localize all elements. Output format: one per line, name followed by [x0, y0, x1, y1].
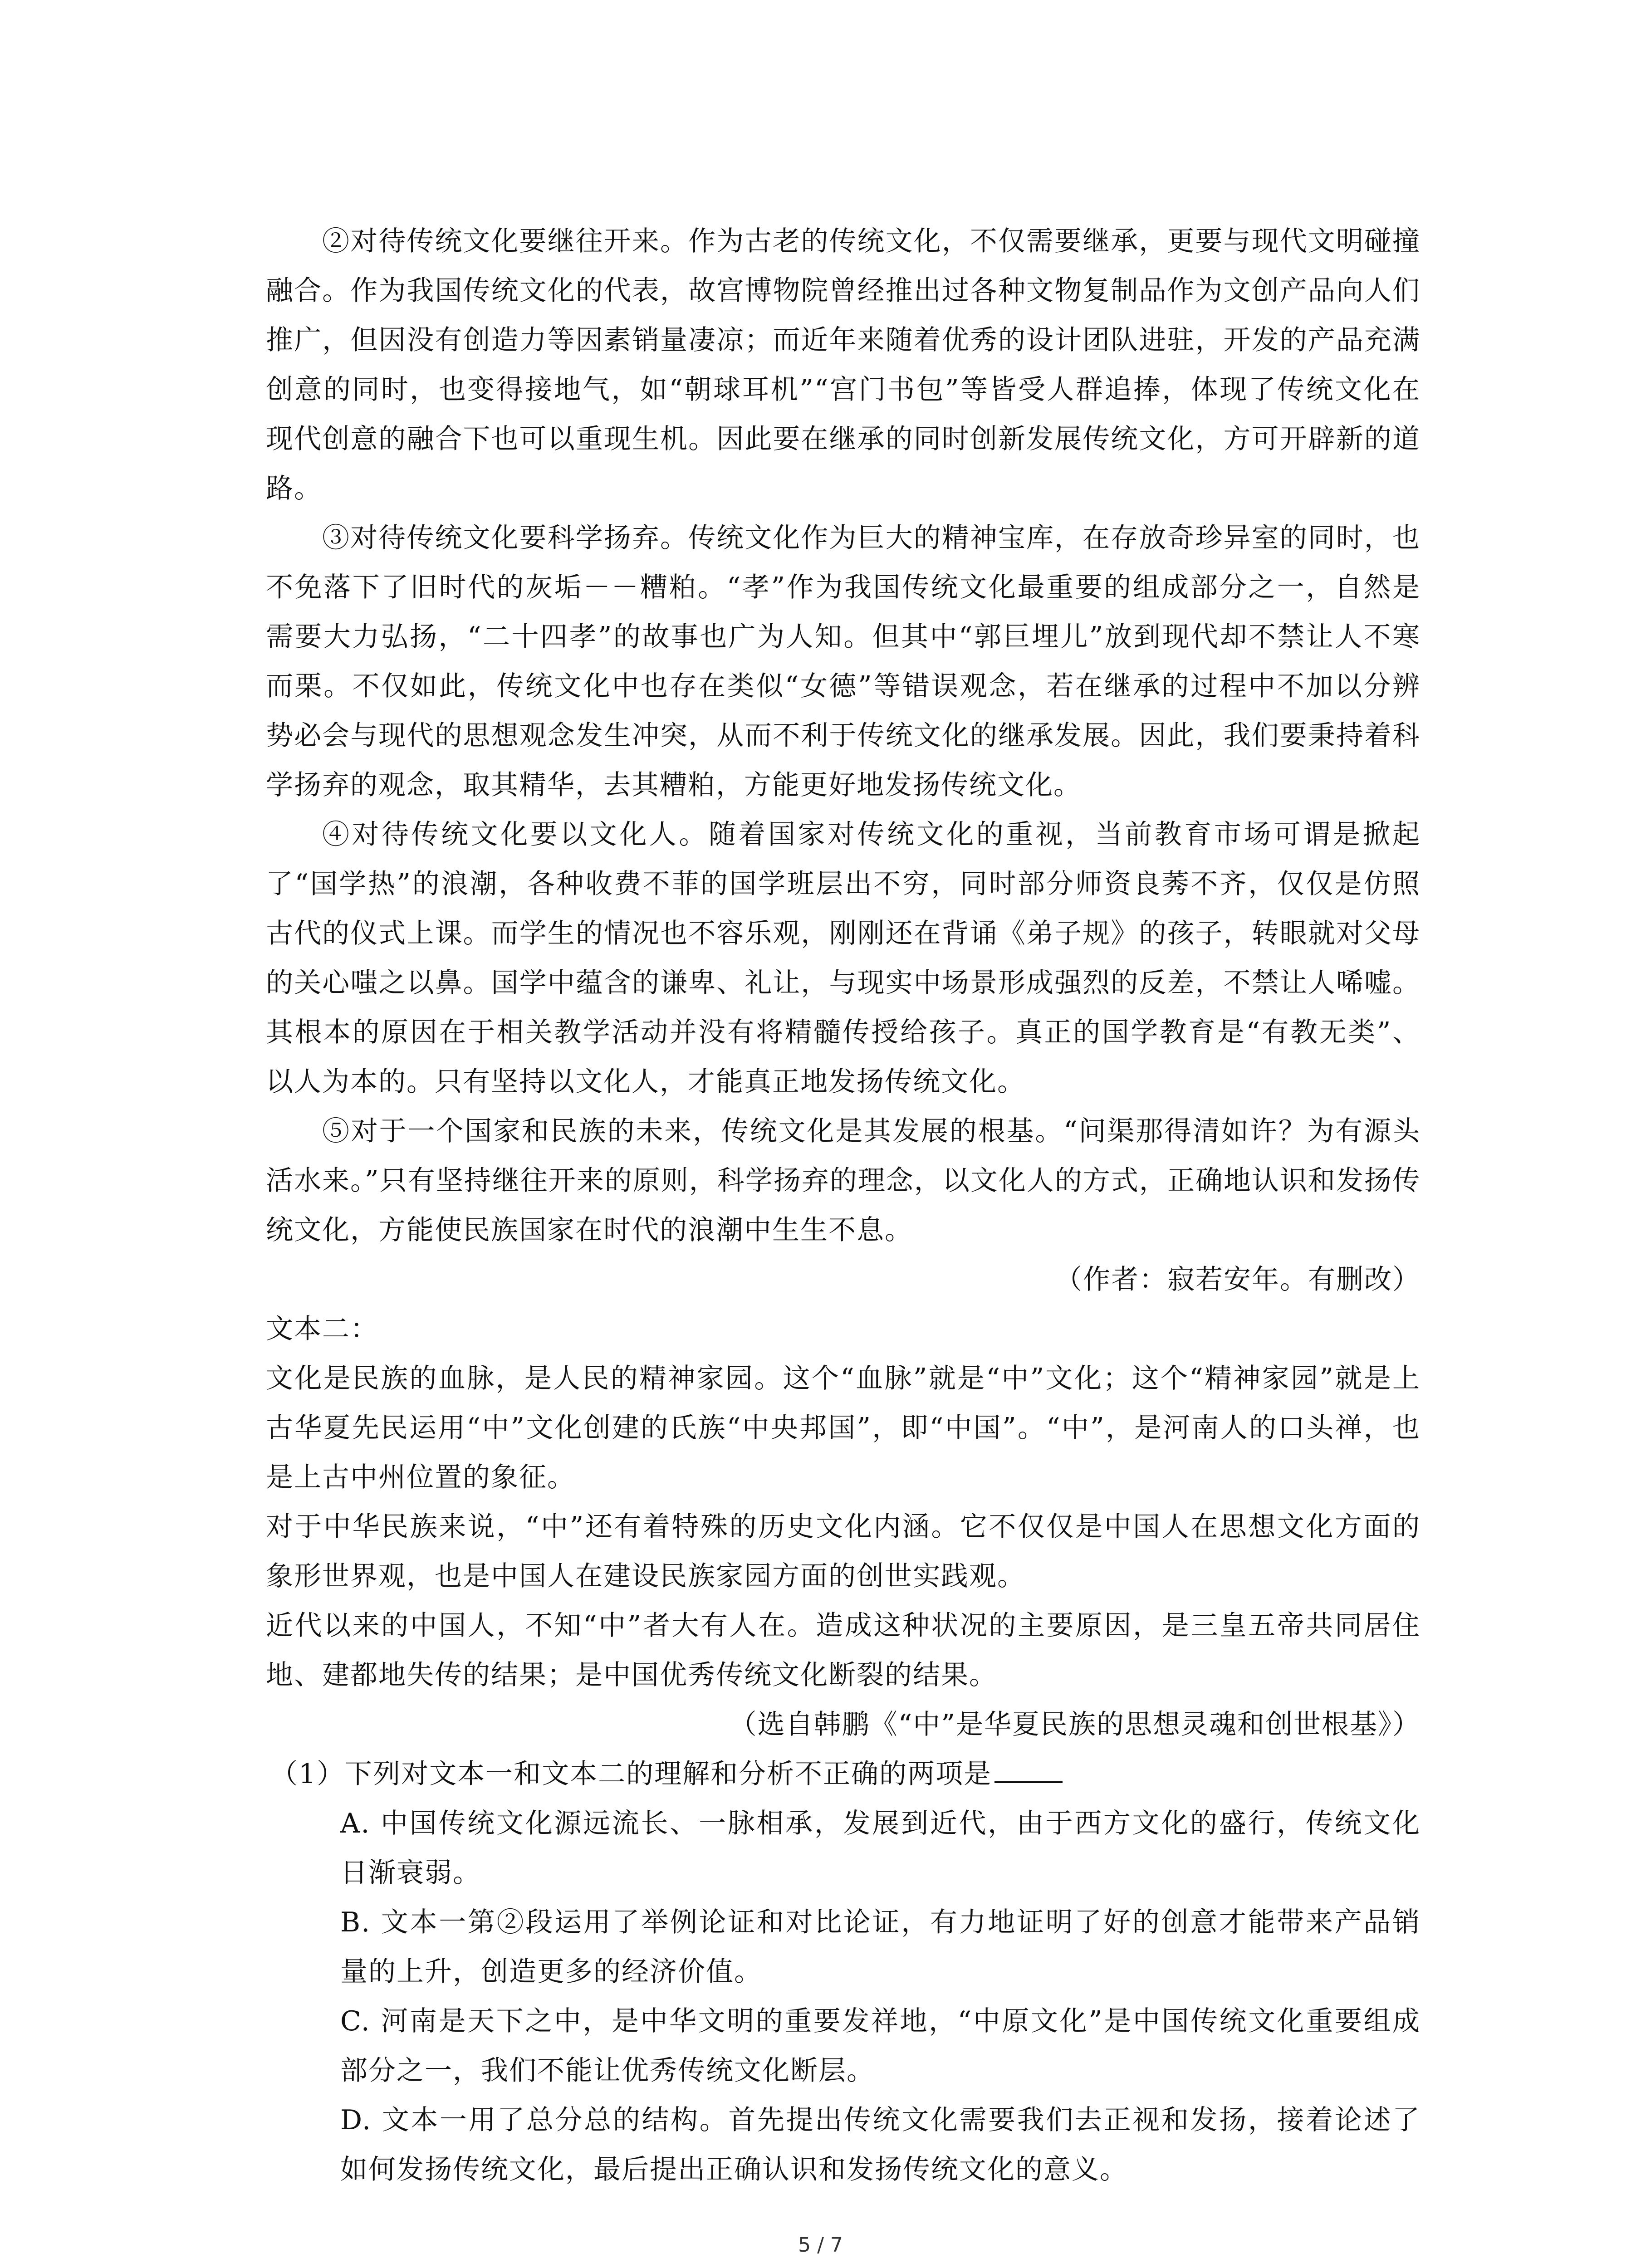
page-number: 5 / 7	[798, 2234, 843, 2257]
question-stem: （1）下列对文本一和文本二的理解和分析不正确的两项是	[270, 1758, 992, 1790]
text-two-heading: 文本二：	[266, 1313, 378, 1345]
question-1	[266, 1750, 1421, 2195]
text-one-source: （作者：寂若安年。有删改）	[1055, 1264, 1421, 1295]
text-two-source: （选自韩鹏《“中”是华夏民族的思想灵魂和创世根基》）	[729, 1709, 1421, 1740]
option-b: B. 文本一第②段运用了举例论证和对比论证，有力地证明了好的创意才能带来产品销量的上升，创造更多的经济价值。	[340, 1906, 1421, 1988]
text-one-paragraph-4: ④对待传统文化要以文化人。随着国家对传统文化的重视，当前教育市场可谓是掀起了“国学热”的浪潮，各种收费不菲的国学班层出不穷，同时部分师资良莠不齐，仅仅是仿照古代的仪式上课。而学生的情况也不容乐观，刚刚还在背诵《弟子规》的孩子，转眼就对父母的关心嗤之以鼻。国学中蕴含的谦卑、礼让，与现实中场景形成强烈的反差，不禁让人唏嘘。其根本的原因在于相关教学活动并没有将精髓传授给孩子。真正的国学教育是“有教无类”、以人为本的。只有坚持以文化人，才能真正地发扬传统文化。	[266, 819, 1421, 1098]
text-one-paragraph-3: ③对待传统文化要科学扬弃。传统文化作为巨大的精神宝库，在存放奇珍异室的同时，也不免落下了旧时代的灰垢－－糟粕。“孝”作为我国传统文化最重要的组成部分之一，自然是需要大力弘扬，“二十四孝”的故事也广为人知。但其中“郭巨埋儿”放到现代却不禁让人不寒而栗。不仅如此，传统文化中也存在类似“女德”等错误观念，若在继承的过程中不加以分辨势必会与现代的思想观念发生冲突，从而不利于传统文化的继承发展。因此，我们要秉持着科学扬弃的观念，取其精华，去其糟粕，方能更好地发扬传统文化。	[266, 522, 1421, 801]
option-c: C. 河南是天下之中，是中华文明的重要发祥地，“中原文化”是中国传统文化重要组成部分之一，我们不能让优秀传统文化断层。	[340, 2005, 1421, 2087]
text-one-paragraph-5: ⑤对于一个国家和民族的未来，传统文化是其发展的根基。“问渠那得清如许？为有源头活水来。”只有坚持继往开来的原则，科学扬弃的理念，以文化人的方式，正确地认识和发扬传统文化，方能使民族国家在时代的浪潮中生生不息。	[266, 1115, 1421, 1246]
text-two-paragraph-1: 文化是民族的血脉，是人民的精神家园。这个“血脉”就是“中”文化；这个“精神家园”就是上古华夏先民运用“中”文化创建的氏族“中央邦国”，即“中国”。“中”，是河南人的口头禅，也是上古中州位置的象征。	[266, 1363, 1421, 1493]
option-a: A. 中国传统文化源远流长、一脉相承，发展到近代，由于西方文化的盛行，传统文化日渐衰弱。	[340, 1808, 1421, 1889]
text-two-paragraph-2: 对于中华民族来说，“中”还有着特殊的历史文化内涵。它不仅仅是中国人在思想文化方面的象形世界观，也是中国人在建设民族家园方面的创世实践观。	[266, 1511, 1421, 1592]
text-one-paragraph-2: ②对待传统文化要继往开来。作为古老的传统文化，不仅需要继承，更要与现代文明碰撞融合。作为我国传统文化的代表，故宫博物院曾经推出过各种文物复制品作为文创产品向人们推广，但因没有创造力等因素销量凄凉；而近年来随着优秀的设计团队进驻，开发的产品充满创意的同时，也变得接地气，如“朝球耳机”“宫门书包”等皆受人群追捧，体现了传统文化在现代创意的融合下也可以重现生机。因此要在继承的同时创新发展传统文化，方可开辟新的道路。	[266, 225, 1421, 504]
answer-blank[interactable]	[994, 1754, 1063, 1783]
question-options	[266, 1799, 1421, 2195]
option-d: D. 文本一用了总分总的结构。首先提出传统文化需要我们去正视和发扬，接着论述了如何发扬传统文化，最后提出正确认识和发扬传统文化的意义。	[340, 2104, 1421, 2185]
text-one	[266, 217, 1421, 2195]
text-two-paragraph-3: 近代以来的中国人，不知“中”者大有人在。造成这种状况的主要原因，是三皇五帝共同居住地、建都地失传的结果；是中国优秀传统文化断裂的结果。	[266, 1610, 1421, 1691]
